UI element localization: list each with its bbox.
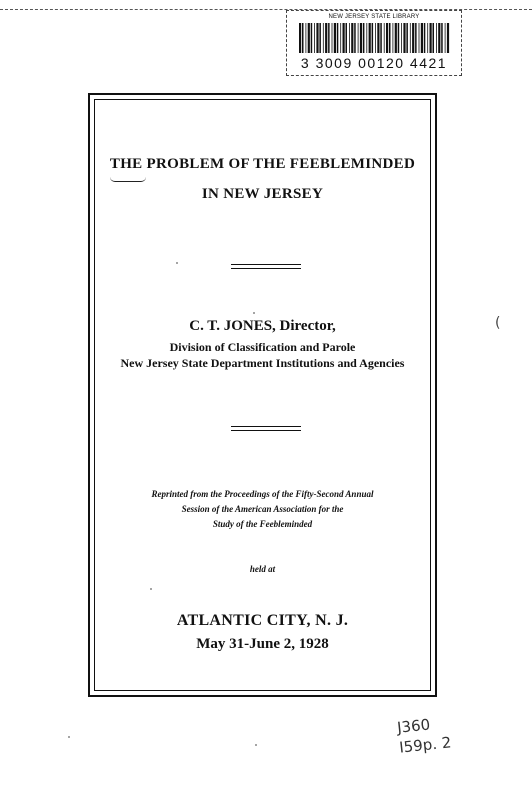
barcode-bar — [328, 23, 330, 53]
barcode-bar — [375, 23, 376, 53]
barcode-bar — [354, 23, 356, 53]
held-at: held at — [249, 564, 276, 574]
scan-speck — [150, 588, 152, 590]
division: Division of Classification and Parole — [169, 340, 356, 354]
barcode-bar — [340, 23, 341, 53]
title-line-1: THE PROBLEM OF THE FEEBLEMINDED — [109, 156, 416, 172]
barcode-bar — [319, 23, 321, 53]
double-rule-divider — [231, 426, 301, 431]
barcode-number: 3 3009 00120 4421 — [300, 55, 448, 71]
barcode-bar — [395, 23, 397, 53]
barcode-bars — [299, 23, 451, 53]
barcode-bar — [302, 23, 304, 53]
barcode-bar — [351, 23, 353, 53]
scan-speck — [68, 736, 70, 738]
barcode-bar — [403, 23, 405, 53]
call-number-line-2: I59p. 2 — [398, 733, 453, 757]
barcode-bar — [398, 23, 400, 53]
scan-speck — [253, 312, 255, 314]
barcode-bar — [380, 23, 382, 53]
barcode-bar — [447, 23, 449, 53]
barcode-bar — [369, 23, 371, 53]
city: ATLANTIC CITY, N. J. — [176, 612, 349, 629]
scan-speck — [255, 744, 257, 746]
barcode-bar — [332, 23, 333, 53]
barcode-bar — [314, 23, 315, 53]
barcode-bar — [421, 23, 423, 53]
barcode-bar — [323, 23, 324, 53]
barcode-library-name: NEW JERSEY STATE LIBRARY — [328, 14, 420, 20]
barcode-bar — [316, 23, 318, 53]
barcode-bar — [308, 23, 310, 53]
reprint-line-2: Session of the American Association for the — [181, 504, 344, 514]
barcode-bar — [363, 23, 365, 53]
barcode-bar — [424, 23, 426, 53]
barcode-bar — [433, 23, 435, 53]
barcode-bar — [334, 23, 336, 53]
margin-mark: ( — [495, 315, 501, 331]
barcode-bar — [430, 23, 432, 53]
barcode-bar — [401, 23, 402, 53]
barcode-bar — [366, 23, 367, 53]
double-rule-divider — [231, 264, 301, 269]
handwritten-underline — [110, 177, 146, 182]
barcode-label — [286, 10, 462, 76]
reprint-note — [94, 487, 431, 532]
barcode-bar — [349, 23, 350, 53]
reprint-line-3: Study of the Feebleminded — [212, 519, 313, 529]
author: C. T. JONES, Director, — [189, 318, 336, 334]
barcode-bar — [412, 23, 414, 53]
barcode-bar — [389, 23, 391, 53]
barcode-bar — [325, 23, 327, 53]
call-number-line-1: J360 — [396, 715, 432, 737]
dates: May 31-June 2, 1928 — [196, 636, 329, 652]
barcode-bar — [343, 23, 345, 53]
barcode-bar — [427, 23, 428, 53]
reprint-line-1: Reprinted from the Proceedings of the Fifty-Second Annual — [151, 489, 374, 499]
barcode-bar — [346, 23, 348, 53]
barcode-bar — [377, 23, 379, 53]
barcode-bar — [393, 23, 394, 53]
barcode-bar — [360, 23, 362, 53]
barcode-bar — [358, 23, 359, 53]
handwritten-call-number — [396, 706, 510, 757]
department: New Jersey State Department Institutions and Agencies — [120, 356, 405, 370]
barcode-bar — [337, 23, 339, 53]
scan-speck — [176, 262, 178, 264]
barcode-bar — [438, 23, 440, 53]
barcode-bar — [445, 23, 446, 53]
barcode-bar — [386, 23, 388, 53]
title-line-2: IN NEW JERSEY — [201, 186, 324, 202]
barcode-bar — [415, 23, 417, 53]
barcode-bar — [384, 23, 385, 53]
barcode-bar — [311, 23, 313, 53]
barcode-bar — [441, 23, 443, 53]
barcode-bar — [306, 23, 307, 53]
barcode-bar — [436, 23, 437, 53]
barcode-bar — [406, 23, 408, 53]
barcode-bar — [372, 23, 374, 53]
barcode-bar — [299, 23, 301, 53]
barcode-bar — [410, 23, 411, 53]
barcode-bar — [419, 23, 420, 53]
